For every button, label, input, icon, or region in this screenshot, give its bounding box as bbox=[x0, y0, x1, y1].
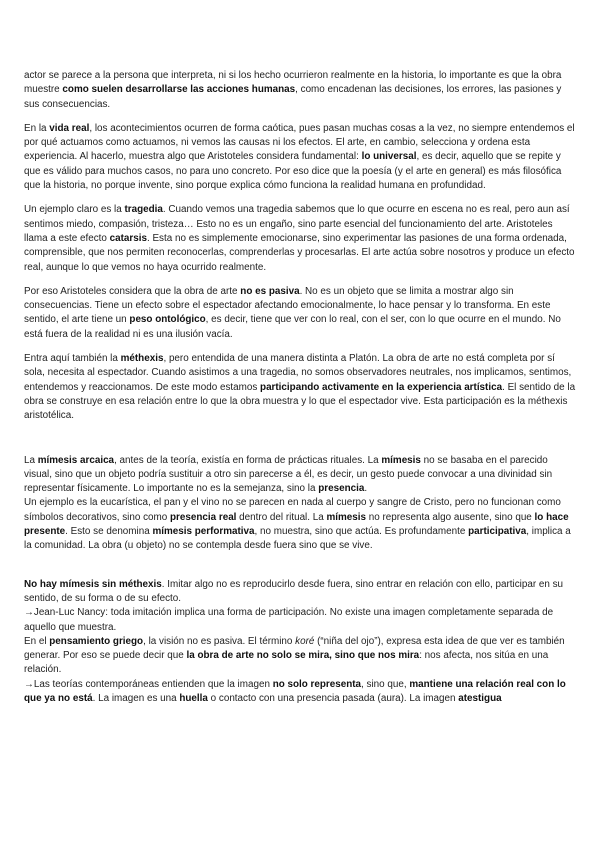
text-run: : nos afecta, nos sitúa en una relación. bbox=[24, 650, 549, 676]
text-run: dentro del ritual. La bbox=[236, 511, 327, 523]
text-run: La bbox=[24, 454, 38, 466]
bold-term: pensamiento griego bbox=[49, 635, 144, 647]
text-run: . El sentido de la obra se construye en esa relación entre lo que la obra muestra y lo que el espectador vive. Esta participación es la méthexis aristotélica. bbox=[24, 381, 576, 422]
bold-term: mantiene una relación real con lo que ya no está bbox=[24, 678, 566, 704]
bold-term: no solo representa bbox=[272, 678, 362, 690]
text-run: Por eso Aristoteles considera que la obra de arte bbox=[24, 285, 241, 297]
bold-term: lo universal bbox=[361, 151, 417, 163]
bold-term: como suelen desarrollarse las acciones humanas bbox=[62, 84, 296, 96]
text-run: Entra aquí también la bbox=[24, 353, 121, 365]
text-run: Un ejemplo es la eucarística, el pan y el vino no se parecen en nada al cuerpo y sangre de Cristo, pero no funcionan como símbolos decorativos, sino como bbox=[24, 497, 561, 523]
text-run: , sino que, bbox=[361, 678, 410, 690]
bold-term: huella bbox=[179, 692, 208, 704]
text-run: , los acontecimientos ocurren de forma caótica, pues pasan muchas cosas a la vez, no siempre entendemos el por qué actuamos como actuamos, ni vemos las causas ni los efectos. El arte, en cambio, selecciona y ordena esta experiencia. Al hacerlo, muestra algo que Aristoteles considera fundamental: bbox=[24, 122, 575, 163]
paragraph-vida-real bbox=[24, 122, 576, 193]
text-run: , antes de la teoría, existía en forma de prácticas rituales. La bbox=[114, 454, 382, 466]
text-run: o contacto con una presencia pasada (aura). La imagen bbox=[207, 692, 459, 704]
text-run: , es decir, aquello que se repite y que es válido para muchos casos, no para uno concreto. Por eso dice que la poesía (y el arte en general) es más filosófica que la historia, no porque invente, sino porque explica cómo funciona la realidad humana en profundidad. bbox=[24, 151, 562, 192]
text-run: →Las teorías contemporáneas entienden que la imagen bbox=[24, 678, 273, 690]
paragraph-no-es-pasiva bbox=[24, 285, 576, 342]
text-run: . Cuando vemos una tragedia sabemos que lo que ocurre en escena no es real, pero aun así sentimos miedo, compasión, tristeza… Esto no es un engaño, sino parte esencial del funcionamiento del arte. Aristoteles llama a este efecto bbox=[24, 204, 570, 244]
bold-term: la obra de arte no solo se mira, sino que nos mira bbox=[186, 650, 420, 662]
text-run: no representa algo ausente, sino que bbox=[366, 511, 535, 523]
paragraph-mimesis-methexis bbox=[24, 578, 576, 707]
text-run: , no muestra, sino que actúa. Es profundamente bbox=[254, 526, 469, 538]
bold-term: presencia real bbox=[170, 511, 237, 523]
text-run: . La imagen es una bbox=[92, 692, 180, 704]
bold-term: tragedia bbox=[124, 204, 163, 216]
text-run: actor se parece a la persona que interpreta, ni si los hecho ocurrieron realmente en la historia, lo importante es que la obra muestre bbox=[24, 70, 562, 96]
bold-term: mímesis performativa bbox=[152, 526, 255, 538]
bold-term: peso ontológico bbox=[129, 314, 206, 326]
text-run: (“niña del ojo”), expresa esta idea de que ver es también generar. Por eso se puede decir que bbox=[24, 635, 565, 662]
bold-term: participativa bbox=[468, 526, 527, 538]
text-run: Un ejemplo claro es la bbox=[24, 204, 125, 216]
bold-term: atestigua bbox=[458, 692, 502, 704]
bold-term: catarsis bbox=[109, 232, 147, 244]
paragraph-methexis bbox=[24, 352, 576, 423]
paragraph-tragedia bbox=[24, 203, 576, 274]
text-run: En la bbox=[24, 122, 50, 134]
text-run: . Esto se denomina bbox=[65, 526, 153, 538]
text-run: , implica a la comunidad. La obra (u objeto) no se contempla desde fuera sino que se vive. bbox=[24, 526, 571, 552]
bold-term: mímesis arcaica bbox=[37, 454, 115, 466]
text-run: →Jean-Luc Nancy: toda imitación implica una forma de participación. No existe una imagen completamente separada de aquello que muestra. bbox=[24, 607, 554, 633]
text-run: , la visión no es pasiva. El término bbox=[143, 635, 296, 647]
text-run: no se basaba en el parecido visual, sino que un objeto podría sustituir a otro sin parecerse a él, es decir, un gesto puede convocar a una divinidad sin representar físicamente. Lo importante no es la semejanza, sino la bbox=[24, 454, 553, 495]
text-run: , como encadenan las decisiones, los errores, las pasiones y sus consecuencias. bbox=[24, 84, 562, 110]
bold-term: no es pasiva bbox=[240, 285, 300, 297]
text-run: . bbox=[364, 483, 368, 495]
bold-term: participando activamente en la experiencia artística bbox=[260, 381, 503, 393]
bold-term: mímesis bbox=[381, 454, 421, 466]
bold-term: No hay mímesis sin méthexis bbox=[24, 578, 162, 590]
italic-term: koré bbox=[295, 635, 315, 647]
text-run: . Esta no es simplemente emocionarse, sino experimentar las pasiones de una forma ordenada, comprensible, que nos permiten reconocerlas, comprenderlas y procesarlas. El arte actúa sobre nosotros y produce un efecto real, aunque lo que vemos no haya ocurrido realmente. bbox=[24, 232, 575, 273]
text-run: . No es un objeto que se limita a mostrar algo sin consecuencias. Tiene un efecto sobre el espectador afectando emocionalmente, lo hace pensar y lo transforma. En este sentido, el arte tiene un bbox=[24, 285, 551, 326]
bold-term: lo hace presente bbox=[24, 511, 569, 538]
paragraph-mimesis-arcaica bbox=[24, 454, 576, 554]
text-run: , es decir, tiene que ver con lo real, con el ser, con lo que ocurre en el mundo. No está fuera de la realidad ni es una ilusión vacía. bbox=[24, 314, 561, 340]
bold-term: presencia bbox=[318, 483, 365, 495]
bold-term: méthexis bbox=[120, 353, 164, 365]
bold-term: mímesis bbox=[326, 511, 366, 523]
bold-term: vida real bbox=[49, 122, 90, 134]
text-run: , pero entendida de una manera distinta a Platón. La obra de arte no está completa por sí sola, necesita al espectador. Cuando asistimos a una tragedia, no somos observadores neutrales, nos implicamos, sentimos, entendemos y reaccionamos. De este modo estamos bbox=[24, 353, 572, 393]
text-run: En el bbox=[24, 635, 50, 647]
paragraph-accion-humana bbox=[24, 69, 576, 112]
text-run: . Imitar algo no es reproducirlo desde fuera, sino entrar en relación con ello, participar en su sentido, de su forma o de su efecto. bbox=[24, 578, 564, 604]
